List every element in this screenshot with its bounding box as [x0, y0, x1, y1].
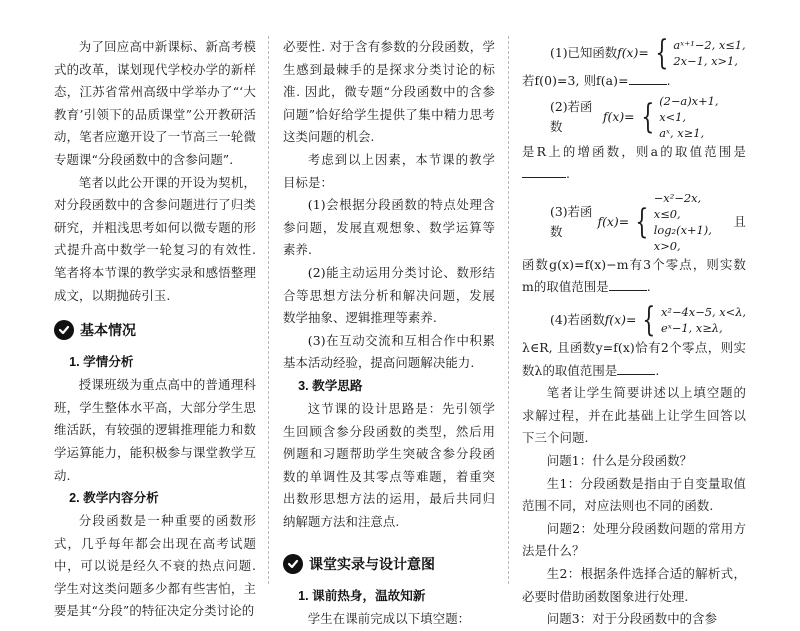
body-paragraph: 这节课的设计思路是：先引领学生回顾含参分段函数的类型，然后用例题和习题帮助学生突破含参分段函数的单调性及其零点等难题，着重突出数形思想方法的运用，最后共同归纳解题方法和注意点.: [283, 400, 495, 529]
left-brace-icon: {: [640, 96, 654, 137]
case-row: −x²−2x, x≤0,: [653, 190, 702, 221]
section-heading: [283, 547, 495, 581]
question-item: 问题1：什么是分段函数？: [546, 452, 693, 468]
function-lhs: f(x)=: [617, 45, 649, 60]
column-2: [283, 36, 495, 631]
goal-item: (3)在互动交流和互相合作中积累基本活动经验，提高问题解决能力.: [283, 332, 495, 371]
section-title: 基本情况: [80, 322, 136, 339]
problem-label: (1)已知函数: [550, 45, 618, 60]
body-paragraph: 学生在课前完成以下填空题：: [307, 611, 471, 627]
intro-paragraph: 为了回应高中新课标、新高考模式的改革，谋划现代学校办学的新样态，江苏省常州高级中学举办了“‘大教育’引领下的品质课堂”公开教研活动，笔者应邀开设了一节高三一轮微专题课“分段函数中的含参问题”.: [54, 39, 256, 167]
column-divider: [508, 36, 509, 584]
answer-blank: [522, 165, 566, 178]
problem-3-after: 且: [733, 213, 746, 229]
tail-text: 若f(0)=3, 则f(a)=: [522, 73, 629, 88]
body-paragraph: 必要性. 对于含有参数的分段函数，学生感到最棘手的是探求分类讨论的标准. 因此，微专题“分段函数中的含参问题”恰好给学生提供了集中精力思考这类问题的机会.: [283, 39, 495, 145]
piecewise-cases: [661, 304, 746, 336]
left-brace-icon: {: [655, 33, 669, 73]
problem-4-statement: [550, 299, 747, 340]
problem-1-statement: [550, 33, 746, 73]
goal-item: (2)能主动运用分类讨论、数形结合等思想方法分析和解决问题，发展数学抽象、逻辑推理等素养.: [283, 264, 495, 326]
tail-text: 是R上的增函数，则a的取值范围是: [522, 143, 746, 159]
intro-paragraph: 笔者以此公开课的开设为契机，对分段函数中的含参问题进行了归类研究，并粗浅思考如何以微专题的形式提升高中数学一轮复习的有效性.笔者将本节课的教学实录和感悟整理成文，以期抛砖引玉.: [54, 174, 256, 303]
answer-blank: [617, 362, 655, 375]
problem-3-tail: [522, 254, 746, 299]
body-paragraph: 笔者让学生简要讲述以上填空题的求解过程，并在此基础上让学生回答以下三个问题.: [522, 385, 746, 446]
case-row: eˣ−1, x≥λ,: [660, 320, 723, 335]
body-paragraph: 考虑到以上因素，本节课的教学目标是：: [283, 151, 495, 190]
answer-item: 生1：分段函数是指由于自变量取值范围不同，对应法则也不同的函数.: [522, 475, 746, 514]
tail-end: .: [655, 362, 660, 378]
answer-blank: [629, 72, 667, 85]
answer-item: 生2：根据条件选择合适的解析式，必要时借助函数图象进行处理.: [522, 565, 746, 604]
column-divider: [268, 36, 269, 584]
function-lhs: f(x)=: [597, 213, 630, 229]
subsection-title: 2. 教学内容分析: [69, 491, 159, 506]
problem-2-tail: [522, 141, 746, 186]
function-lhs: f(x)=: [602, 108, 635, 124]
problem-2-statement: [550, 93, 746, 141]
tail-text: 函数g(x)=f(x)−m有3个零点，则实数m的取值范围是: [522, 256, 746, 295]
problem-label: (4)若函数: [550, 311, 605, 327]
body-paragraph: 授课班级为重点高中的普通理科班，学生整体水平高，大部分学生思维活跃，有较强的逻辑推理能力和数学运算能力，能积极参与课堂教学互动.: [54, 377, 256, 483]
question-item: 问题3：对于分段函数中的含参: [546, 611, 718, 627]
case-row: log₂(x+1), x>0,: [653, 222, 712, 253]
body-paragraph: 分段函数是一种重要的函数形式，几乎每年都会出现在高考试题中，可以说是经久不衰的热点问题. 学生对这类问题多少都有些害怕，主要是其“分段”的特征决定分类讨论的: [54, 513, 256, 619]
section-arrow-icon: [54, 320, 74, 340]
problem-label: (3)若函数: [550, 203, 593, 239]
problem-1-tail: [522, 70, 746, 93]
case-row: (2−a)x+1, x<1,: [659, 93, 719, 124]
subsection-title: 1. 课前热身，温故知新: [298, 589, 426, 604]
function-lhs: f(x)=: [604, 311, 637, 327]
section-heading: [54, 313, 256, 347]
answer-blank: [609, 278, 647, 291]
piecewise-cases: [673, 37, 745, 69]
case-row: x²−4x−5, x<λ,: [660, 304, 747, 319]
case-row: aˣ⁺¹−2, x≤1,: [673, 38, 746, 52]
left-brace-icon: {: [635, 201, 649, 242]
column-3: [522, 33, 747, 631]
tail-end: .: [566, 166, 571, 182]
subsection-title: 1. 学情分析: [69, 355, 134, 370]
left-brace-icon: {: [642, 299, 656, 340]
case-row: 2x−1, x>1,: [673, 54, 738, 68]
problem-4-tail: [522, 337, 746, 382]
section-title: 课堂实录与设计意图: [309, 556, 435, 573]
question-item: 问题2：处理分段函数问题的常用方法是什么？: [522, 520, 746, 559]
case-row: aˣ, x≥1,: [659, 125, 705, 140]
subsection-title: 3. 教学思路: [298, 378, 363, 393]
goal-item: (1)会根据分段函数的特点处理含参问题，发展直观想象、数学运算等素养.: [283, 197, 495, 258]
piecewise-cases: [654, 190, 731, 254]
column-1: [54, 36, 256, 623]
tail-end: .: [646, 279, 651, 295]
section-arrow-icon: [283, 554, 303, 574]
tail-end: .: [666, 73, 671, 88]
piecewise-cases: [659, 93, 746, 141]
problem-3-statement: [550, 190, 746, 254]
problem-label: (2)若函数: [550, 98, 593, 134]
tail-text: λ∈R, 且函数y=f(x)恰有2个零点，则实数λ的取值范围是: [522, 339, 746, 378]
